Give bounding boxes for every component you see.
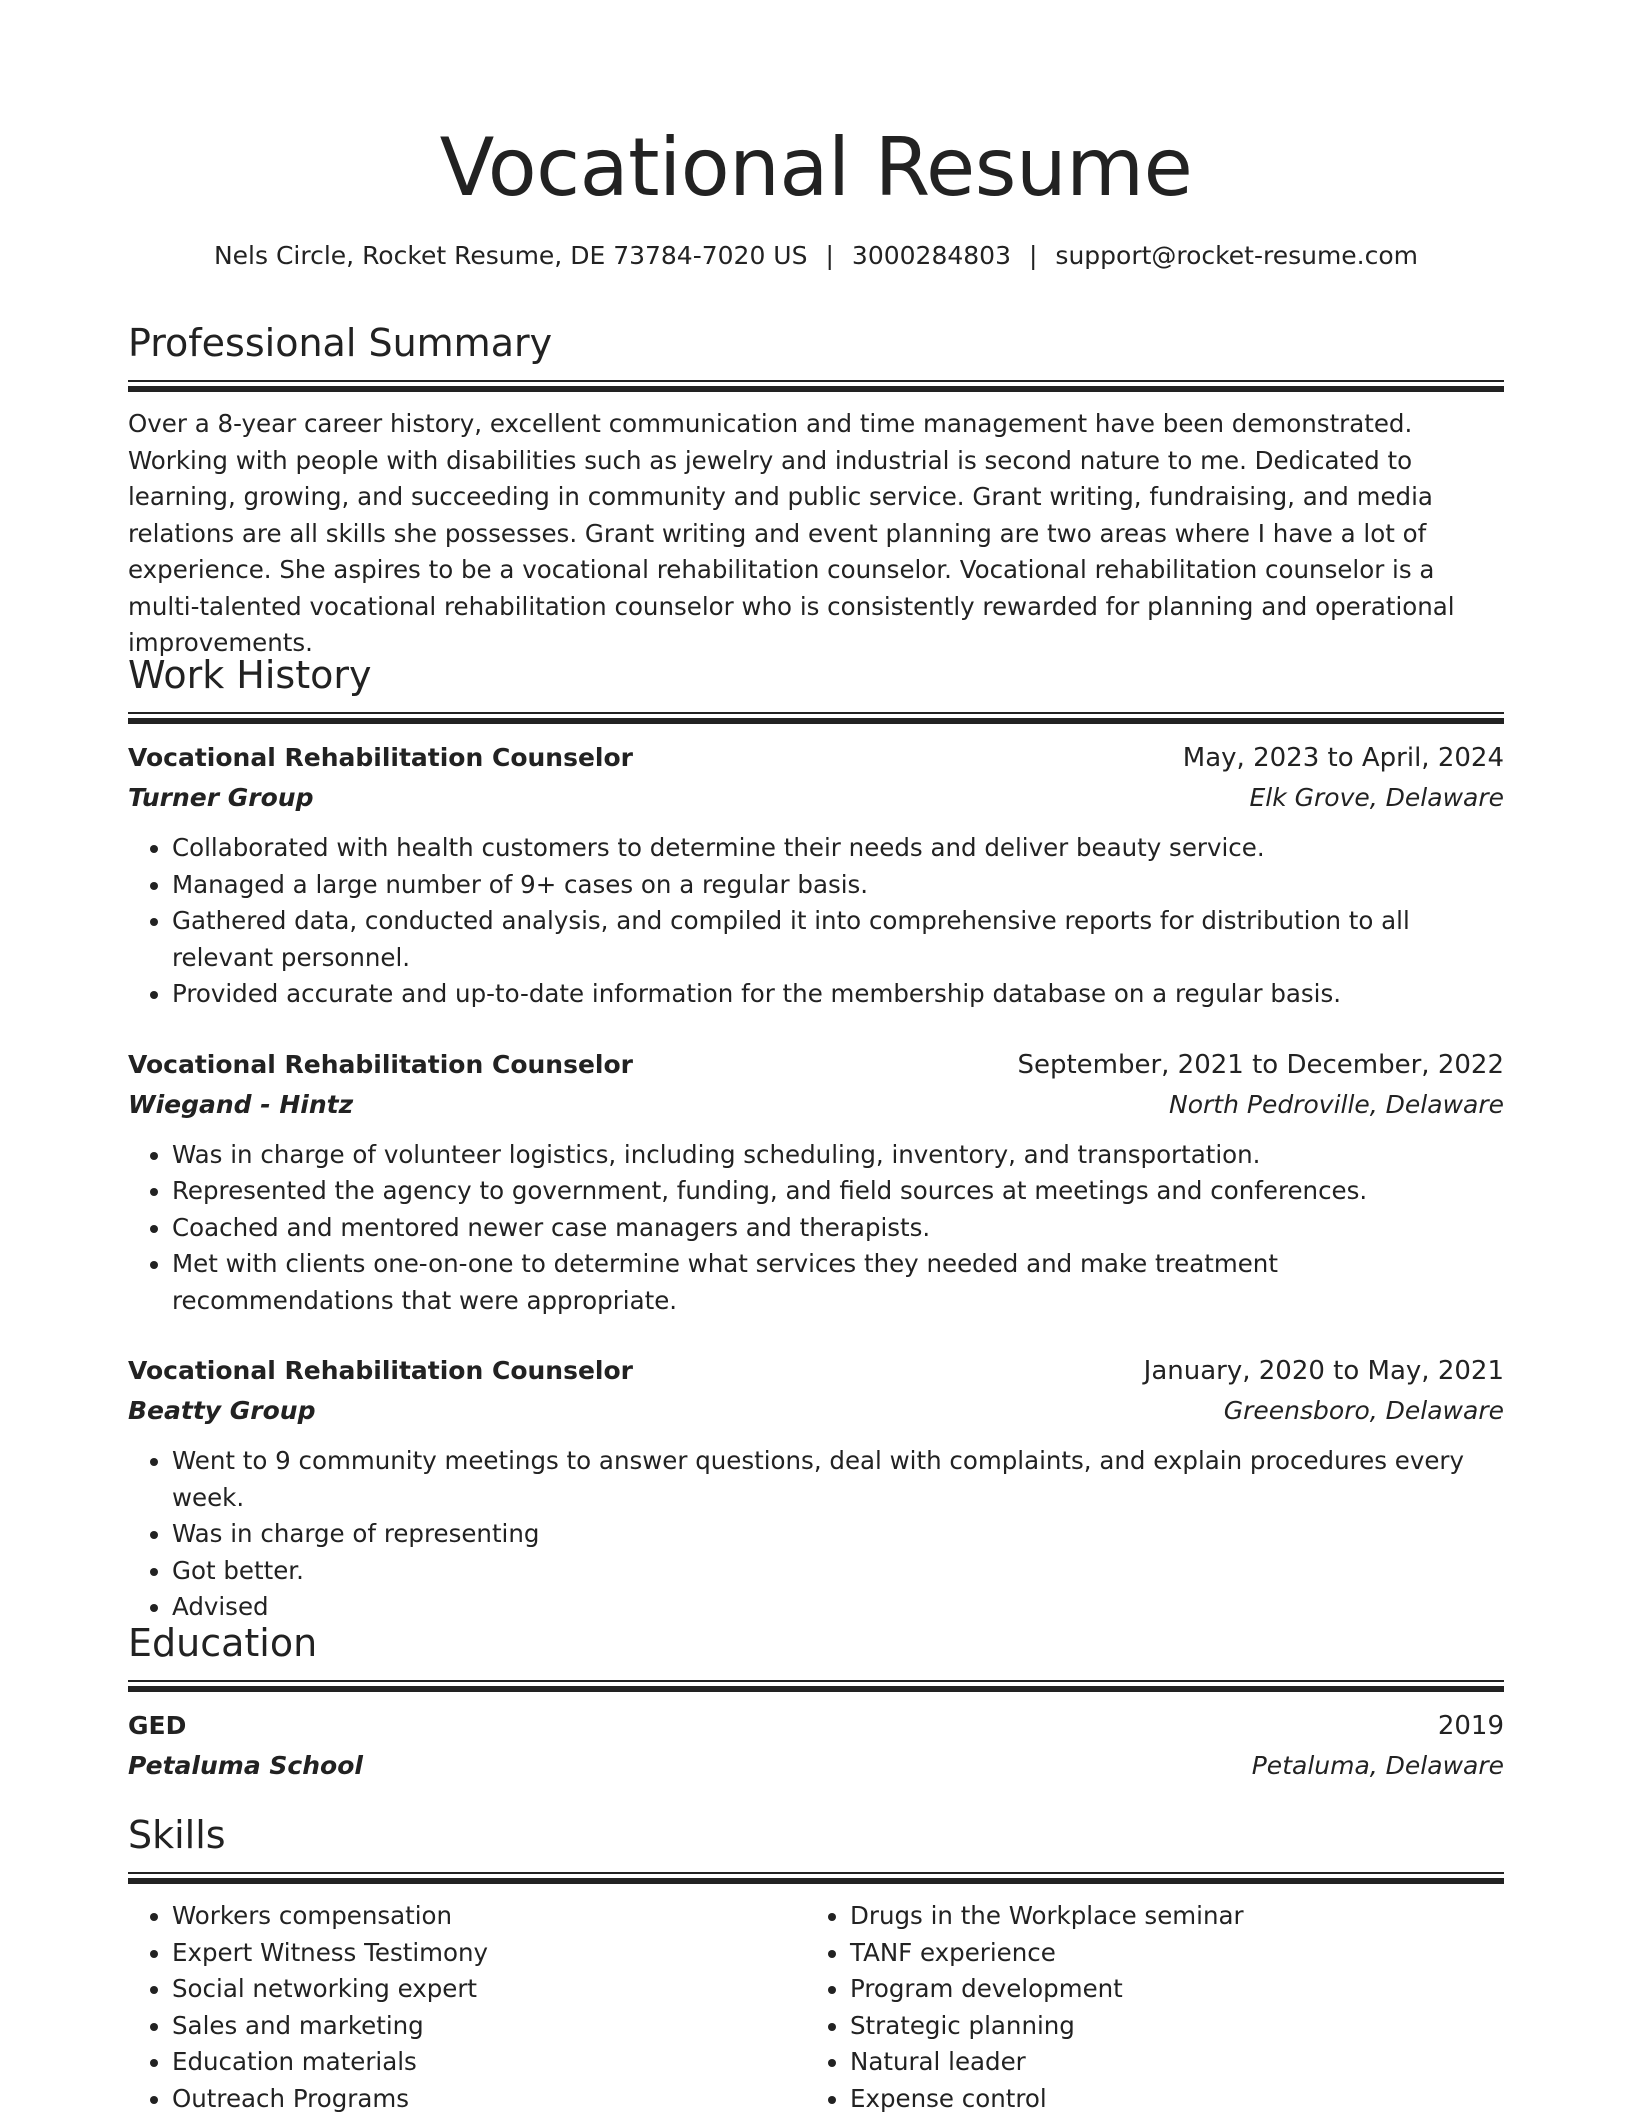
- job-location: Greensboro, Delaware: [1224, 1391, 1504, 1431]
- skill-item: • Expense control: [850, 2081, 1484, 2117]
- skills-heading: Skills: [128, 1810, 1504, 1872]
- job-title: Vocational Rehabilitation Counselor: [128, 738, 633, 778]
- skill-item: • Social networking expert: [172, 1971, 806, 2008]
- contact-address: Nels Circle, Rocket Resume, DE 73784-7020 US: [214, 241, 808, 270]
- education-section: [128, 1618, 1504, 1786]
- list-item: • Coached and mentored newer case managers and therapists.: [172, 1210, 1504, 1247]
- job-title: Vocational Rehabilitation Counselor: [128, 1045, 633, 1085]
- job-dates: January, 2020 to May, 2021: [1144, 1351, 1504, 1391]
- education-degree: GED: [128, 1706, 186, 1746]
- section-divider: [128, 380, 1504, 392]
- skill-item: • Program development: [850, 1971, 1484, 2008]
- list-item: • Gathered data, conducted analysis, and compiled it into comprehensive reports for distribution to all relevant personnel.: [172, 903, 1504, 976]
- work-history-heading: Work History: [128, 650, 1504, 712]
- skill-item: • Strategic planning: [850, 2008, 1484, 2045]
- section-divider: [128, 712, 1504, 724]
- education-year: 2019: [1438, 1706, 1504, 1746]
- skill-item: • Natural leader: [850, 2044, 1484, 2081]
- contact-email: support@rocket-resume.com: [1055, 241, 1418, 270]
- list-item: • Went to 9 community meetings to answer questions, deal with complaints, and explain procedures every week.: [172, 1443, 1504, 1516]
- job-title: Vocational Rehabilitation Counselor: [128, 1351, 633, 1391]
- skills-columns: [128, 1898, 1504, 2117]
- skills-left-list: [128, 1898, 806, 2117]
- summary-section: [128, 318, 1504, 662]
- job-company: Turner Group: [128, 778, 313, 818]
- job-location: Elk Grove, Delaware: [1249, 778, 1504, 818]
- list-item: • Advised: [172, 1589, 1504, 1626]
- contact-line: [0, 238, 1632, 274]
- job-entry: [128, 1351, 1504, 1626]
- contact-phone: 3000284803: [852, 241, 1011, 270]
- job-location: North Pedroville, Delaware: [1169, 1085, 1504, 1125]
- skills-section: [128, 1810, 1504, 2117]
- skill-item: • Expert Witness Testimony: [172, 1935, 806, 1972]
- job-bullets: [128, 830, 1504, 1013]
- list-item: • Represented the agency to government, funding, and field sources at meetings and conferences.: [172, 1173, 1504, 1210]
- section-divider: [128, 1680, 1504, 1692]
- list-item: • Was in charge of representing: [172, 1516, 1504, 1553]
- skills-right-list: [806, 1898, 1484, 2117]
- job-bullets: [128, 1443, 1504, 1626]
- skill-item: • Sales and marketing: [172, 2008, 806, 2045]
- list-item: • Managed a large number of 9+ cases on a regular basis.: [172, 867, 1504, 904]
- job-dates: September, 2021 to December, 2022: [1017, 1045, 1504, 1085]
- job-company: Beatty Group: [128, 1391, 316, 1431]
- job-entry: [128, 738, 1504, 1013]
- skill-item: • TANF experience: [850, 1935, 1484, 1972]
- resume-title: Vocational Resume: [0, 118, 1632, 218]
- skill-item: • Education materials: [172, 2044, 806, 2081]
- education-school: Petaluma School: [128, 1746, 363, 1786]
- job-bullets: [128, 1137, 1504, 1320]
- education-heading: Education: [128, 1618, 1504, 1680]
- list-item: • Got better.: [172, 1553, 1504, 1590]
- contact-separator: |: [825, 241, 833, 270]
- job-company: Wiegand - Hintz: [128, 1085, 353, 1125]
- summary-text: Over a 8-year career history, excellent communication and time management have been demonstrated. Working with people with disabilities such as jewelry and industrial is second nature to me. Dedicated to learning, growing, and succeeding in community and public service. Grant writing, fundraising, and media relations are all skills she possesses. Grant writing and event planning are two areas where I have a lot of experience. She aspires to be a vocational rehabilitation counselor. Vocational rehabilitation counselor is a multi-talented vocational rehabilitation counselor who is consistently rewarded for planning and operational improvements.: [128, 406, 1504, 662]
- list-item: • Was in charge of volunteer logistics, including scheduling, inventory, and transportation.: [172, 1137, 1504, 1174]
- work-history-section: [128, 650, 1504, 1626]
- list-item: • Met with clients one-on-one to determine what services they needed and make treatment recommendations that were appropriate.: [172, 1246, 1504, 1319]
- list-item: • Collaborated with health customers to determine their needs and deliver beauty service.: [172, 830, 1504, 867]
- contact-separator: |: [1029, 241, 1037, 270]
- skill-item: • Drugs in the Workplace seminar: [850, 1898, 1484, 1935]
- list-item: • Provided accurate and up-to-date information for the membership database on a regular basis.: [172, 976, 1504, 1013]
- skill-item: • Outreach Programs: [172, 2081, 806, 2117]
- summary-heading: Professional Summary: [128, 318, 1504, 380]
- section-divider: [128, 1872, 1504, 1884]
- job-entry: [128, 1045, 1504, 1320]
- job-dates: May, 2023 to April, 2024: [1183, 738, 1504, 778]
- education-location: Petaluma, Delaware: [1252, 1746, 1504, 1786]
- skill-item: • Workers compensation: [172, 1898, 806, 1935]
